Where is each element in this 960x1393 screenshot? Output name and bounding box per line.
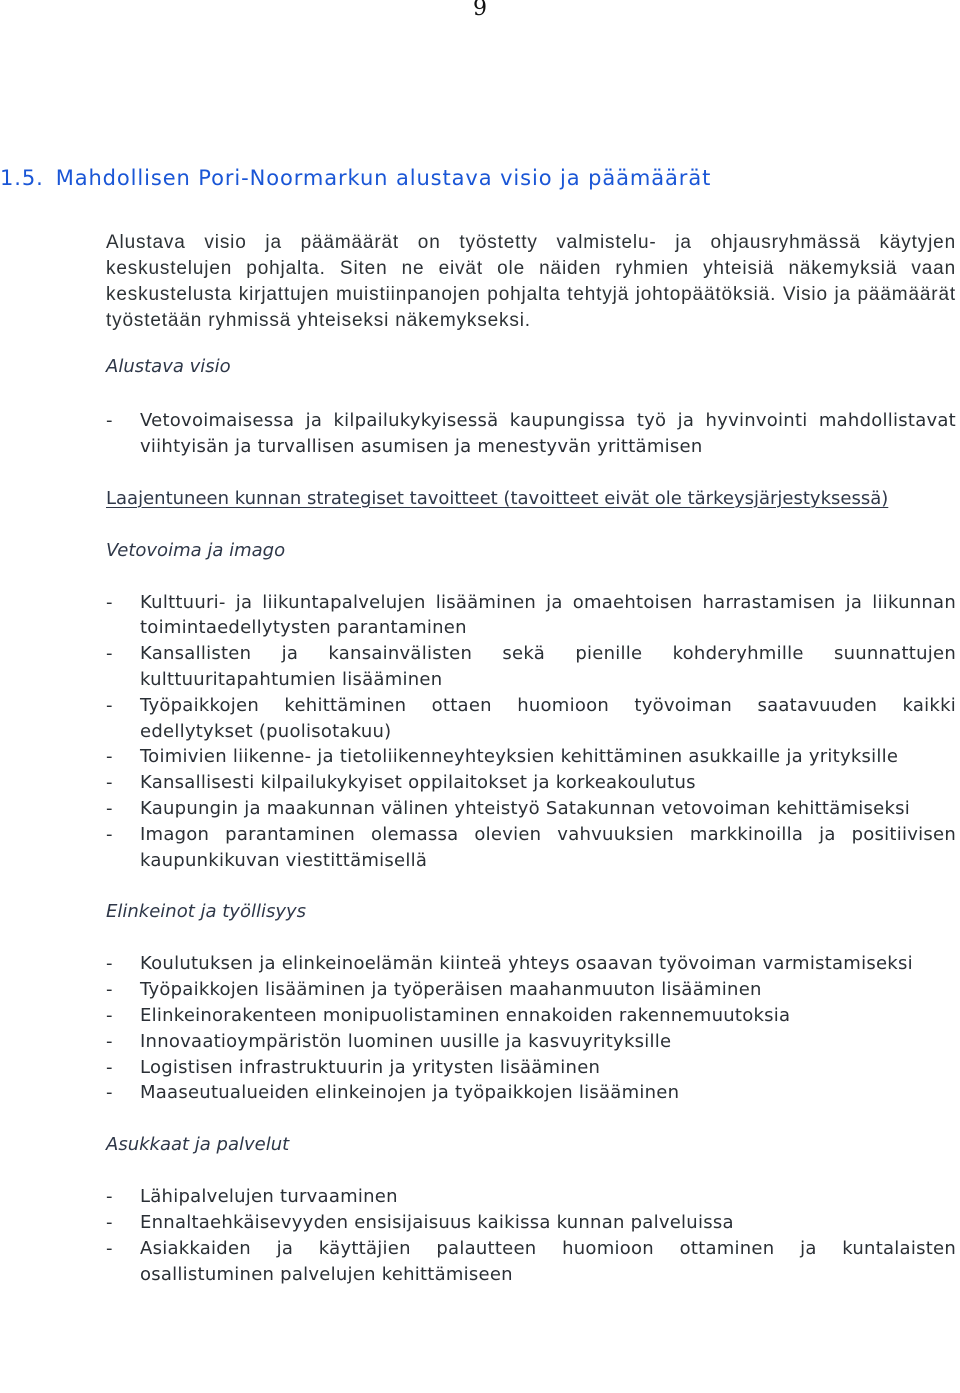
list-item: - Vetovoimaisessa ja kilpailukykyisessä kaupungissa työ ja hyvinvointi mahdollistavat viihtyisän ja turvallisen asumisen ja menestyvän yrittämisen [106,408,956,460]
section-title: Mahdollisen Pori-Noormarkun alustava visio ja päämäärät [55,166,712,190]
list-item: - Logistisen infrastruktuurin ja yritysten lisääminen [106,1055,956,1081]
list-item: - Kansallisten ja kansainvälisten sekä pienille kohderyhmille suunnattujen kulttuuritapahtumien lisääminen [106,641,956,693]
list-item: - Toimivien liikenne- ja tietoliikenneyhteyksien kehittäminen asukkaille ja yrityksille [106,744,956,770]
list-item: - Kaupungin ja maakunnan välinen yhteistyö Satakunnan vetovoiman kehittämiseksi [106,796,956,822]
list-item: - Koulutuksen ja elinkeinoelämän kiinteä yhteys osaavan työvoiman varmistamiseksi [106,951,956,977]
list-item: - Työpaikkojen kehittäminen ottaen huomioon työvoiman saatavuuden kaikki edellytykset (puolisotakuu) [106,693,956,745]
section-title-vetovoima: Vetovoima ja imago [106,539,286,561]
intro-paragraph: Alustava visio ja päämäärät on työstetty valmistelu- ja ohjausryhmässä käytyjen keskustelujen pohjalta. Siten ne eivät ole näiden ryhmien yhteisiä näkemyksiä vaan keskustelusta kirjattujen muistiinpanojen pohjalta tehtyjä johtopäätöksiä. Visio ja päämäärät työstetään ryhmissä yhteiseksi näkemykseksi. [106,232,956,331]
list-item: - Lähipalvelujen turvaaminen [106,1184,956,1210]
vision-title: Alustava visio [106,356,231,377]
list-item: - Asiakkaiden ja käyttäjien palautteen huomioon ottaminen ja kuntalaisten osallistuminen palvelujen kehittämiseen [106,1236,956,1288]
list-item: - Kansallisesti kilpailukykyiset oppilaitokset ja korkeakoulutus [106,770,956,796]
vision-list [106,408,956,460]
list-item: - Elinkeinorakenteen monipuolistaminen ennakoiden rakennemuutoksia [106,1003,956,1029]
list-item: - Kulttuuri- ja liikuntapalvelujen lisääminen ja omaehtoisen harrastamisen ja liikunnan toimintaedellytysten parantaminen [106,590,956,642]
document-body [106,230,956,1287]
list-item: - Innovaatioympäristön luominen uusille ja kasvuyrityksille [106,1029,956,1055]
asukkaat-list [106,1184,956,1287]
section-title-elinkeinot: Elinkeinot ja työllisyys [106,901,307,923]
elinkeinot-list [106,951,956,1106]
page-number: 9 [473,0,487,21]
list-item: - Ennaltaehkäisevyyden ensisijaisuus kaikissa kunnan palveluissa [106,1210,956,1236]
list-item: - Maaseutualueiden elinkeinojen ja työpaikkojen lisääminen [106,1080,956,1106]
list-item: - Imagon parantaminen olemassa olevien vahvuuksien markkinoilla ja positiivisen kaupunkikuvan viestittämisellä [106,822,956,874]
list-item: - Työpaikkojen lisääminen ja työperäisen maahanmuuton lisääminen [106,977,956,1003]
section-number: 1.5. [0,166,44,190]
vetovoima-list [106,590,956,874]
strategic-goals-title: Laajentuneen kunnan strategiset tavoitteet (tavoitteet eivät ole tärkeysjärjestyksessä) [106,487,889,509]
section-title-asukkaat: Asukkaat ja palvelut [106,1134,290,1156]
section-heading [0,166,711,190]
